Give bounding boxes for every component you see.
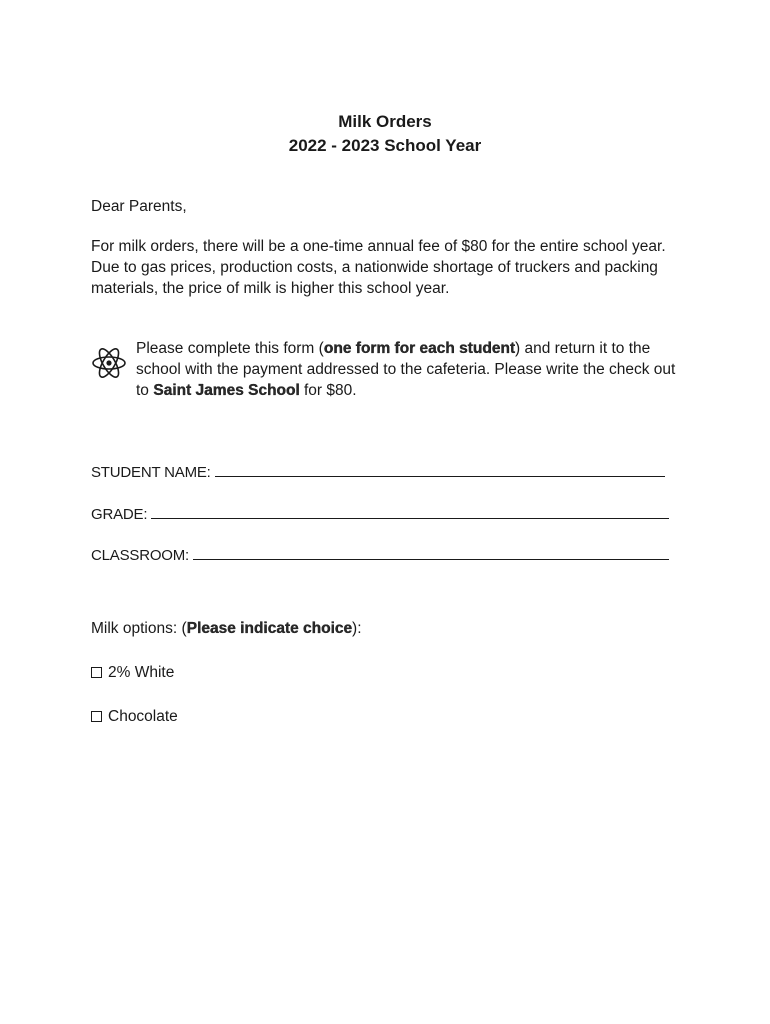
greeting: Dear Parents, [91, 198, 187, 215]
classroom-label: CLASSROOM: [91, 547, 190, 564]
student-name-line[interactable] [215, 462, 665, 477]
notice-emphasis-school: Saint James School [153, 382, 300, 399]
options-label-suffix: ): [352, 620, 362, 637]
notice-block [91, 338, 691, 401]
atom-icon [91, 342, 127, 384]
grade-label: GRADE: [91, 506, 148, 523]
student-name-label: STUDENT NAME: [91, 464, 211, 481]
checkbox-chocolate[interactable] [91, 711, 102, 722]
title-block [0, 110, 770, 158]
fee-paragraph: For milk orders, there will be a one-time annual fee of $80 for the entire school year. Due to gas prices, production costs, a nationwide shortage of truckers and packing materials, the price of milk is higher this school year. [91, 238, 666, 297]
milk-options-label [91, 618, 691, 639]
options-label-emphasis: Please indicate choice [186, 620, 353, 637]
option-label-2-percent-white: 2% White [108, 664, 175, 681]
option-chocolate[interactable] [91, 706, 178, 727]
notice-text-part1: Please complete this form ( [136, 340, 324, 357]
page-subtitle: 2022 - 2023 School Year [288, 136, 482, 155]
option-label-chocolate: Chocolate [108, 708, 178, 725]
notice-emphasis-one-form: one form for each student [323, 340, 515, 357]
classroom-line[interactable] [193, 545, 669, 560]
checkbox-2-percent-white[interactable] [91, 667, 102, 678]
page-title: Milk Orders [338, 112, 432, 131]
options-label-prefix: Milk options: ( [91, 620, 187, 637]
grade-line[interactable] [151, 504, 669, 519]
option-2-percent-white[interactable] [91, 662, 174, 683]
notice-text-part3: for $80. [299, 382, 357, 399]
grade-field[interactable] [91, 504, 669, 525]
notice-text-part2: ) and return it to the school with the payment addressed to the cafeteria. Please write the check out to [136, 340, 676, 399]
notice-text [136, 338, 684, 401]
student-name-field[interactable] [91, 462, 665, 483]
classroom-field[interactable] [91, 545, 669, 566]
